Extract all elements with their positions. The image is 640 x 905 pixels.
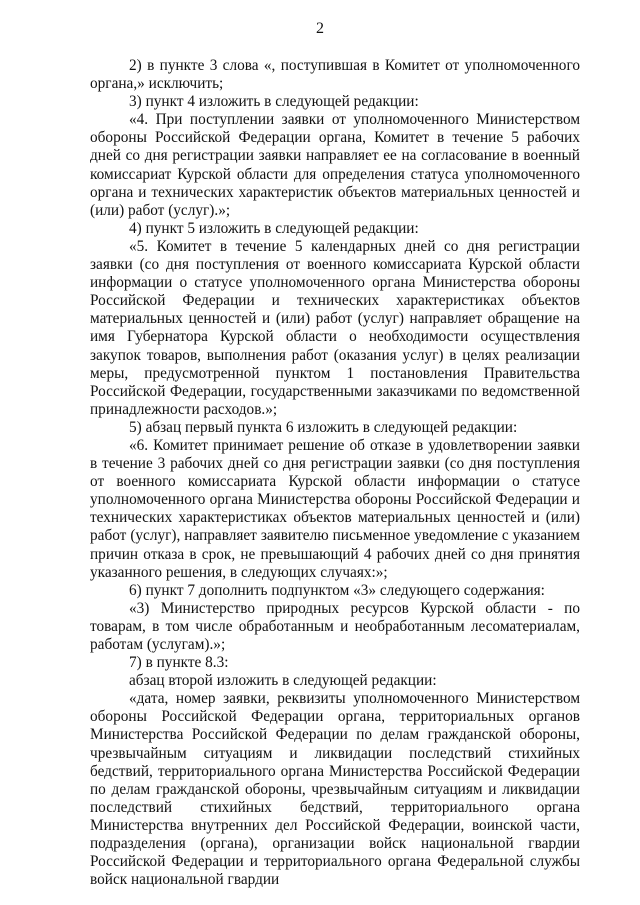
paragraph-quote-4: «4. При поступлении заявки от уполномоченного Министерством обороны Российской Федерации органа, Комитет в течение 5 рабочих дней со дня регистрации заявки направляет ее на согласование в военный комиссариат Курской области для определения статуса уполномоченного органа и технических характеристик объектов материальных ценностей и (или) работ (услуг).»; (90, 111, 580, 219)
paragraph-item-2: 2) в пункте 3 слова «, поступившая в Комитет от уполномоченного органа,» исключить; (90, 57, 580, 93)
paragraph-item-7: 7) в пункте 8.3: (129, 654, 229, 672)
paragraph-item-4: 4) пункт 5 изложить в следующей редакции: (129, 219, 419, 237)
paragraph-item-6: 6) пункт 7 дополнить подпунктом «3» следующего содержания: (129, 581, 545, 599)
paragraph-quote-5: «5. Комитет в течение 5 календарных дней со дня регистрации заявки (со дня поступления от военного комиссариата Курской области информации о статусе уполномоченного органа Министерства обороны Российской Федерации и технических характеристиках объектов материальных ценностей и (или) работ (услуг) направляет обращение на имя Губернатора Курской области о необходимости осуществления закупок товаров, выполнения работ (оказания услуг) в целях реализации меры, предусмотренной пунктом 1 постановления Правительства Российской Федерации, государственными заказчиками по ведомственной принадлежности расходов.»; (90, 237, 580, 418)
paragraph-item-5: 5) абзац первый пункта 6 изложить в следующей редакции: (129, 418, 518, 436)
paragraph-sub-item: абзац второй изложить в следующей редакции: (129, 672, 437, 690)
paragraph-quote-6: «6. Комитет принимает решение об отказе в удовлетворении заявки в течение 3 рабочих дней со дня регистрации заявки (со дня поступления от военного комиссариата Курской области информации о статусе уполномоченного органа Министерства обороны Российской Федерации и технических характеристиках объектов материальных ценностей и (или) работ (услуг), направляет заявителю письменное уведомление с указанием причин отказа в срок, не превышающий 4 рабочих дней со дня принятия указанного решения, в следующих случаях:»; (90, 436, 580, 581)
paragraph-quote-3: «3) Министерство природных ресурсов Курской области - по товарам, в том числе обработанным и необработанным лесоматериалам, работам (услугам).»; (90, 599, 580, 653)
paragraph-item-3: 3) пункт 4 изложить в следующей редакции: (129, 93, 419, 111)
paragraph-quote-date: «дата, номер заявки, реквизиты уполномоченного Министерством обороны Российской Федерации органа, территориальных органов Министерства Российской Федерации по делам гражданской обороны, чрезвычайным ситуациям и ликвидации последствий стихийных бедствий, территориального органа Министерства Российской Федерации по делам гражданской обороны, чрезвычайным ситуациям и ликвидации последствий стихийных бедствий, территориального органа Министерства внутренних дел Российской Федерации, воинской части, подразделения (органа), организации войск национальной гвардии Российской Федерации и территориального органа Федеральной службы войск национальной гвардии (90, 690, 580, 889)
document-body (90, 57, 580, 889)
page-number: 2 (316, 20, 324, 37)
